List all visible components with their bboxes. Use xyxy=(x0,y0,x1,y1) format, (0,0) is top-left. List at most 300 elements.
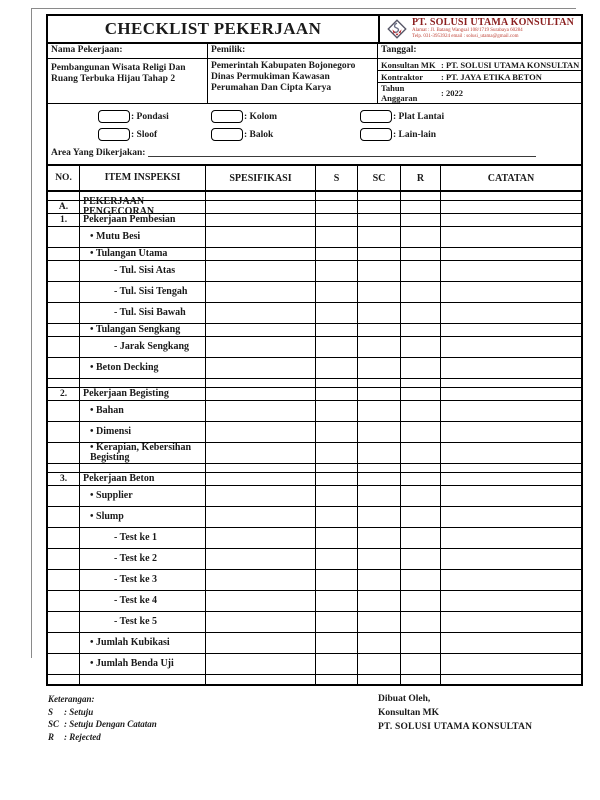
row-r xyxy=(401,473,441,485)
row-item-inspeksi: • Jumlah Kubikasi xyxy=(80,633,206,653)
row-r xyxy=(401,675,441,684)
inspection-table-header xyxy=(48,166,581,192)
row-r xyxy=(401,549,441,569)
row-r xyxy=(401,261,441,281)
row-no xyxy=(48,591,80,611)
header-s: S xyxy=(316,166,358,190)
checkbox-balok-label: : Balok xyxy=(244,129,274,140)
row-r xyxy=(401,401,441,421)
row-s xyxy=(316,486,358,506)
table-row xyxy=(48,358,581,379)
row-r xyxy=(401,528,441,548)
table-row xyxy=(48,612,581,633)
kontraktor-row xyxy=(378,71,581,83)
row-s xyxy=(316,675,358,684)
row-r xyxy=(401,507,441,527)
row-spesifikasi xyxy=(206,443,316,463)
header-spesifikasi: SPESIFIKASI xyxy=(206,166,316,190)
area-label: Area Yang Dikerjakan: xyxy=(51,148,146,158)
row-s xyxy=(316,549,358,569)
row-item-inspeksi xyxy=(80,379,206,387)
keterangan-desc-s: : Setuju xyxy=(64,706,94,717)
row-catatan xyxy=(441,591,581,611)
keterangan-item-s xyxy=(48,706,378,719)
document-header xyxy=(46,14,583,44)
row-catatan xyxy=(441,261,581,281)
row-r xyxy=(401,612,441,632)
row-r xyxy=(401,443,441,463)
row-sc xyxy=(358,248,401,260)
row-no xyxy=(48,654,80,674)
row-spesifikasi xyxy=(206,358,316,378)
table-row xyxy=(48,324,581,337)
row-item-inspeksi: - Test ke 1 xyxy=(80,528,206,548)
row-spesifikasi xyxy=(206,507,316,527)
row-r xyxy=(401,379,441,387)
row-catatan xyxy=(441,401,581,421)
header-r: R xyxy=(401,166,441,190)
row-no: 3. xyxy=(48,473,80,485)
row-spesifikasi xyxy=(206,261,316,281)
row-s xyxy=(316,337,358,357)
page-border-top xyxy=(31,8,576,9)
row-sc xyxy=(358,422,401,442)
tahun-anggaran-row xyxy=(378,83,581,103)
kontraktor-value: : PT. JAYA ETIKA BETON xyxy=(441,71,542,82)
row-sc xyxy=(358,388,401,400)
area-row xyxy=(51,148,581,158)
area-input-line[interactable] xyxy=(148,148,536,157)
row-r xyxy=(401,570,441,590)
row-r xyxy=(401,654,441,674)
row-s xyxy=(316,201,358,213)
checkbox-group-kolom xyxy=(211,110,277,123)
row-s xyxy=(316,654,358,674)
row-r xyxy=(401,337,441,357)
row-spesifikasi xyxy=(206,227,316,247)
row-s xyxy=(316,282,358,302)
checkbox-kolom[interactable] xyxy=(211,110,243,123)
signature-company: PT. SOLUSI UTAMA KONSULTAN xyxy=(378,721,533,732)
row-r xyxy=(401,248,441,260)
company-address-line1: Alamat : Jl. Batang Wangsal 108/1719 Surabaya 60284 xyxy=(412,28,523,33)
row-s xyxy=(316,248,358,260)
row-sc xyxy=(358,591,401,611)
checkbox-sloof[interactable] xyxy=(98,128,130,141)
row-s xyxy=(316,473,358,485)
table-spacer-row xyxy=(48,379,581,388)
row-sc xyxy=(358,337,401,357)
row-s xyxy=(316,358,358,378)
row-catatan xyxy=(441,528,581,548)
row-sc xyxy=(358,675,401,684)
row-s xyxy=(316,401,358,421)
row-catatan xyxy=(441,379,581,387)
row-s xyxy=(316,214,358,226)
row-r xyxy=(401,227,441,247)
row-r xyxy=(401,591,441,611)
row-sc xyxy=(358,282,401,302)
row-item-inspeksi: Pekerjaan Beton xyxy=(80,473,206,485)
row-r xyxy=(401,388,441,400)
company-name: PT. SOLUSI UTAMA KONSULTAN xyxy=(412,16,575,28)
konsultan-mk-label: Konsultan MK xyxy=(381,59,436,70)
row-catatan xyxy=(441,612,581,632)
row-item-inspeksi: • Dimensi xyxy=(80,422,206,442)
row-sc xyxy=(358,214,401,226)
tanggal-label: Tanggal: xyxy=(381,45,417,55)
row-no xyxy=(48,570,80,590)
row-item-inspeksi xyxy=(80,464,206,472)
row-spesifikasi xyxy=(206,379,316,387)
row-item-inspeksi: • Tulangan Sengkang xyxy=(80,324,206,336)
row-item-inspeksi: - Test ke 2 xyxy=(80,549,206,569)
row-no xyxy=(48,358,80,378)
row-r xyxy=(401,303,441,323)
row-item-inspeksi: - Test ke 3 xyxy=(80,570,206,590)
row-no xyxy=(48,401,80,421)
row-catatan xyxy=(441,192,581,200)
keterangan-desc-r: : Rejected xyxy=(64,731,101,742)
row-item-inspeksi: - Tul. Sisi Bawah xyxy=(80,303,206,323)
row-s xyxy=(316,388,358,400)
row-s xyxy=(316,612,358,632)
row-sc xyxy=(358,464,401,472)
signature-block xyxy=(378,693,532,743)
row-item-inspeksi: • Mutu Besi xyxy=(80,227,206,247)
row-no: 1. xyxy=(48,214,80,226)
table-row xyxy=(48,422,581,443)
row-sc xyxy=(358,227,401,247)
checkbox-group-balok xyxy=(211,128,273,141)
row-catatan xyxy=(441,388,581,400)
table-row xyxy=(48,282,581,303)
row-catatan xyxy=(441,337,581,357)
checkbox-row-2 xyxy=(48,128,581,143)
row-spesifikasi xyxy=(206,654,316,674)
row-sc xyxy=(358,443,401,463)
row-item-inspeksi: Pekerjaan Pembesian xyxy=(80,214,206,226)
tanggal-detail-cell xyxy=(378,59,581,103)
keterangan-item-sc xyxy=(48,718,378,731)
row-item-inspeksi: PEKERJAAN PENGECORAN xyxy=(80,201,206,213)
row-item-inspeksi: - Test ke 4 xyxy=(80,591,206,611)
row-s xyxy=(316,192,358,200)
row-sc xyxy=(358,633,401,653)
row-s xyxy=(316,261,358,281)
row-s xyxy=(316,379,358,387)
table-row xyxy=(48,248,581,261)
row-sc xyxy=(358,324,401,336)
table-row xyxy=(48,570,581,591)
row-no xyxy=(48,227,80,247)
row-sc xyxy=(358,612,401,632)
kontraktor-label: Kontraktor xyxy=(381,71,424,82)
row-sc xyxy=(358,358,401,378)
table-row xyxy=(48,443,581,464)
checkbox-group-plat-lantai xyxy=(360,110,444,123)
row-catatan xyxy=(441,549,581,569)
row-no xyxy=(48,486,80,506)
keterangan-code-s: S xyxy=(48,706,54,717)
row-catatan xyxy=(441,422,581,442)
info-label-row xyxy=(46,44,583,59)
company-address-line2: Telp. 031-3953924 email : solusi_utama@gmail.com xyxy=(412,34,519,40)
row-s xyxy=(316,570,358,590)
page-border-left xyxy=(31,8,32,658)
row-catatan xyxy=(441,248,581,260)
row-sc xyxy=(358,401,401,421)
page-title: CHECKLIST PEKERJAAN xyxy=(104,19,322,38)
checkbox-group-lain-lain xyxy=(360,128,436,141)
row-sc xyxy=(358,379,401,387)
keterangan-code-r: R xyxy=(48,731,55,742)
row-spesifikasi xyxy=(206,528,316,548)
signature-line1: Dibuat Oleh, xyxy=(378,694,431,704)
row-s xyxy=(316,591,358,611)
row-spesifikasi xyxy=(206,570,316,590)
row-item-inspeksi: • Beton Decking xyxy=(80,358,206,378)
checkbox-balok[interactable] xyxy=(211,128,243,141)
row-no xyxy=(48,282,80,302)
row-spesifikasi xyxy=(206,282,316,302)
row-item-inspeksi: - Tul. Sisi Atas xyxy=(80,261,206,281)
pemilik-label: Pemilik: xyxy=(208,44,378,58)
row-sc xyxy=(358,549,401,569)
row-sc xyxy=(358,654,401,674)
table-row xyxy=(48,528,581,549)
nama-pekerjaan-label: Nama Pekerjaan: xyxy=(48,44,208,58)
row-catatan xyxy=(441,443,581,463)
row-s xyxy=(316,443,358,463)
table-spacer-row xyxy=(48,464,581,473)
table-row xyxy=(48,654,581,675)
table-row xyxy=(48,227,581,248)
row-catatan xyxy=(441,633,581,653)
row-spesifikasi xyxy=(206,612,316,632)
row-spesifikasi xyxy=(206,549,316,569)
company-logo-icon xyxy=(387,19,407,39)
row-catatan xyxy=(441,464,581,472)
row-no xyxy=(48,633,80,653)
row-no: 2. xyxy=(48,388,80,400)
row-item-inspeksi: • Kerapian, Kebersihan Begisting xyxy=(80,443,206,463)
row-catatan xyxy=(441,201,581,213)
row-spesifikasi xyxy=(206,192,316,200)
row-sc xyxy=(358,192,401,200)
table-row xyxy=(48,486,581,507)
row-s xyxy=(316,633,358,653)
checkbox-lain-lain-label: : Lain-lain xyxy=(393,129,437,140)
checklist-form xyxy=(46,14,583,743)
row-r xyxy=(401,422,441,442)
row-spesifikasi xyxy=(206,633,316,653)
row-spesifikasi xyxy=(206,473,316,485)
header-no: NO. xyxy=(48,166,80,190)
row-sc xyxy=(358,201,401,213)
row-catatan xyxy=(441,654,581,674)
work-type-section xyxy=(46,104,583,164)
row-sc xyxy=(358,303,401,323)
row-spesifikasi xyxy=(206,388,316,400)
row-catatan xyxy=(441,227,581,247)
row-r xyxy=(401,358,441,378)
table-row xyxy=(48,549,581,570)
row-spesifikasi xyxy=(206,214,316,226)
row-no xyxy=(48,261,80,281)
keterangan-desc-sc: : Setuju Dengan Catatan xyxy=(64,719,157,730)
table-row xyxy=(48,401,581,422)
company-header-cell xyxy=(380,16,581,42)
inspection-table-body xyxy=(48,192,581,684)
signature-line2: Konsultan MK xyxy=(378,707,439,718)
row-r xyxy=(401,214,441,226)
konsultan-mk-row xyxy=(378,59,581,71)
row-spesifikasi xyxy=(206,337,316,357)
row-no xyxy=(48,507,80,527)
row-catatan xyxy=(441,324,581,336)
row-no xyxy=(48,675,80,684)
row-item-inspeksi: • Supplier xyxy=(80,486,206,506)
row-item-inspeksi: - Tul. Sisi Tengah xyxy=(80,282,206,302)
table-row xyxy=(48,303,581,324)
row-no xyxy=(48,303,80,323)
row-r xyxy=(401,324,441,336)
row-spesifikasi xyxy=(206,675,316,684)
keterangan-item-r xyxy=(48,731,378,744)
inspection-table xyxy=(46,164,583,686)
table-row xyxy=(48,473,581,486)
row-r xyxy=(401,282,441,302)
row-spesifikasi xyxy=(206,591,316,611)
checkbox-group-sloof xyxy=(98,128,157,141)
row-item-inspeksi: • Tulangan Utama xyxy=(80,248,206,260)
row-spesifikasi xyxy=(206,401,316,421)
table-spacer-row xyxy=(48,675,581,684)
row-s xyxy=(316,528,358,548)
row-spesifikasi xyxy=(206,422,316,442)
row-no xyxy=(48,337,80,357)
table-row xyxy=(48,388,581,401)
row-sc xyxy=(358,507,401,527)
row-sc xyxy=(358,570,401,590)
table-row xyxy=(48,337,581,358)
row-catatan xyxy=(441,507,581,527)
row-sc xyxy=(358,261,401,281)
tahun-anggaran-label: Tahun Anggaran xyxy=(381,83,418,103)
row-spesifikasi xyxy=(206,201,316,213)
row-catatan xyxy=(441,570,581,590)
header-item-inspeksi: ITEM INSPEKSI xyxy=(80,166,206,190)
row-s xyxy=(316,464,358,472)
row-no xyxy=(48,379,80,387)
row-no xyxy=(48,528,80,548)
row-no xyxy=(48,612,80,632)
checkbox-plat-lantai[interactable] xyxy=(360,110,392,123)
checkbox-group-pondasi xyxy=(98,110,169,123)
row-no xyxy=(48,464,80,472)
row-s xyxy=(316,507,358,527)
tahun-anggaran-value: : 2022 xyxy=(441,88,463,98)
row-no xyxy=(48,248,80,260)
row-catatan xyxy=(441,282,581,302)
header-catatan: CATATAN xyxy=(487,172,535,184)
title-cell xyxy=(48,16,380,42)
row-catatan xyxy=(441,214,581,226)
checkbox-kolom-label: : Kolom xyxy=(244,111,277,122)
row-item-inspeksi: • Slump xyxy=(80,507,206,527)
row-item-inspeksi xyxy=(80,675,206,684)
keterangan-code-sc: SC xyxy=(48,719,60,730)
row-s xyxy=(316,422,358,442)
row-r xyxy=(401,633,441,653)
row-no xyxy=(48,192,80,200)
row-sc xyxy=(358,486,401,506)
table-row xyxy=(48,591,581,612)
checkbox-sloof-label: : Sloof xyxy=(131,129,158,140)
checkbox-row-1 xyxy=(48,110,581,125)
row-item-inspeksi: • Jumlah Benda Uji xyxy=(80,654,206,674)
checkbox-lain-lain[interactable] xyxy=(360,128,392,141)
nama-pekerjaan-value: Pembangunan Wisata Religi Dan Ruang Terbuka Hijau Tahap 2 xyxy=(48,59,208,103)
row-s xyxy=(316,324,358,336)
row-catatan xyxy=(441,303,581,323)
row-spesifikasi xyxy=(206,464,316,472)
row-no xyxy=(48,443,80,463)
checkbox-pondasi[interactable] xyxy=(98,110,130,123)
table-row xyxy=(48,507,581,528)
row-r xyxy=(401,201,441,213)
row-no xyxy=(48,324,80,336)
company-block xyxy=(412,18,574,41)
pemilik-value: Pemerintah Kabupaten Bojonegoro Dinas Permukiman Kawasan Perumahan Dan Cipta Karya xyxy=(208,59,378,103)
row-item-inspeksi: • Bahan xyxy=(80,401,206,421)
row-item-inspeksi: - Test ke 5 xyxy=(80,612,206,632)
table-row xyxy=(48,196,581,217)
row-no xyxy=(48,422,80,442)
row-no xyxy=(48,549,80,569)
table-row xyxy=(48,261,581,282)
row-catatan xyxy=(441,486,581,506)
row-spesifikasi xyxy=(206,486,316,506)
keterangan-block xyxy=(46,693,378,743)
keterangan-title: Keterangan: xyxy=(48,694,95,704)
row-catatan xyxy=(441,473,581,485)
row-spesifikasi xyxy=(206,324,316,336)
table-row xyxy=(48,633,581,654)
row-s xyxy=(316,303,358,323)
checkbox-plat-lantai-label: : Plat Lantai xyxy=(393,111,445,122)
row-spesifikasi xyxy=(206,303,316,323)
header-sc: SC xyxy=(358,166,401,190)
row-catatan xyxy=(441,358,581,378)
row-sc xyxy=(358,528,401,548)
row-no: A. xyxy=(48,201,80,213)
table-row xyxy=(48,214,581,227)
checkbox-pondasi-label: : Pondasi xyxy=(131,111,169,122)
info-value-row xyxy=(46,59,583,104)
row-r xyxy=(401,464,441,472)
row-item-inspeksi: - Jarak Sengkang xyxy=(80,337,206,357)
row-item-inspeksi: Pekerjaan Begisting xyxy=(80,388,206,400)
row-r xyxy=(401,486,441,506)
row-sc xyxy=(358,473,401,485)
konsultan-mk-value: : PT. SOLUSI UTAMA KONSULTAN xyxy=(441,59,580,70)
footer xyxy=(46,693,583,743)
row-spesifikasi xyxy=(206,248,316,260)
row-s xyxy=(316,227,358,247)
row-r xyxy=(401,192,441,200)
